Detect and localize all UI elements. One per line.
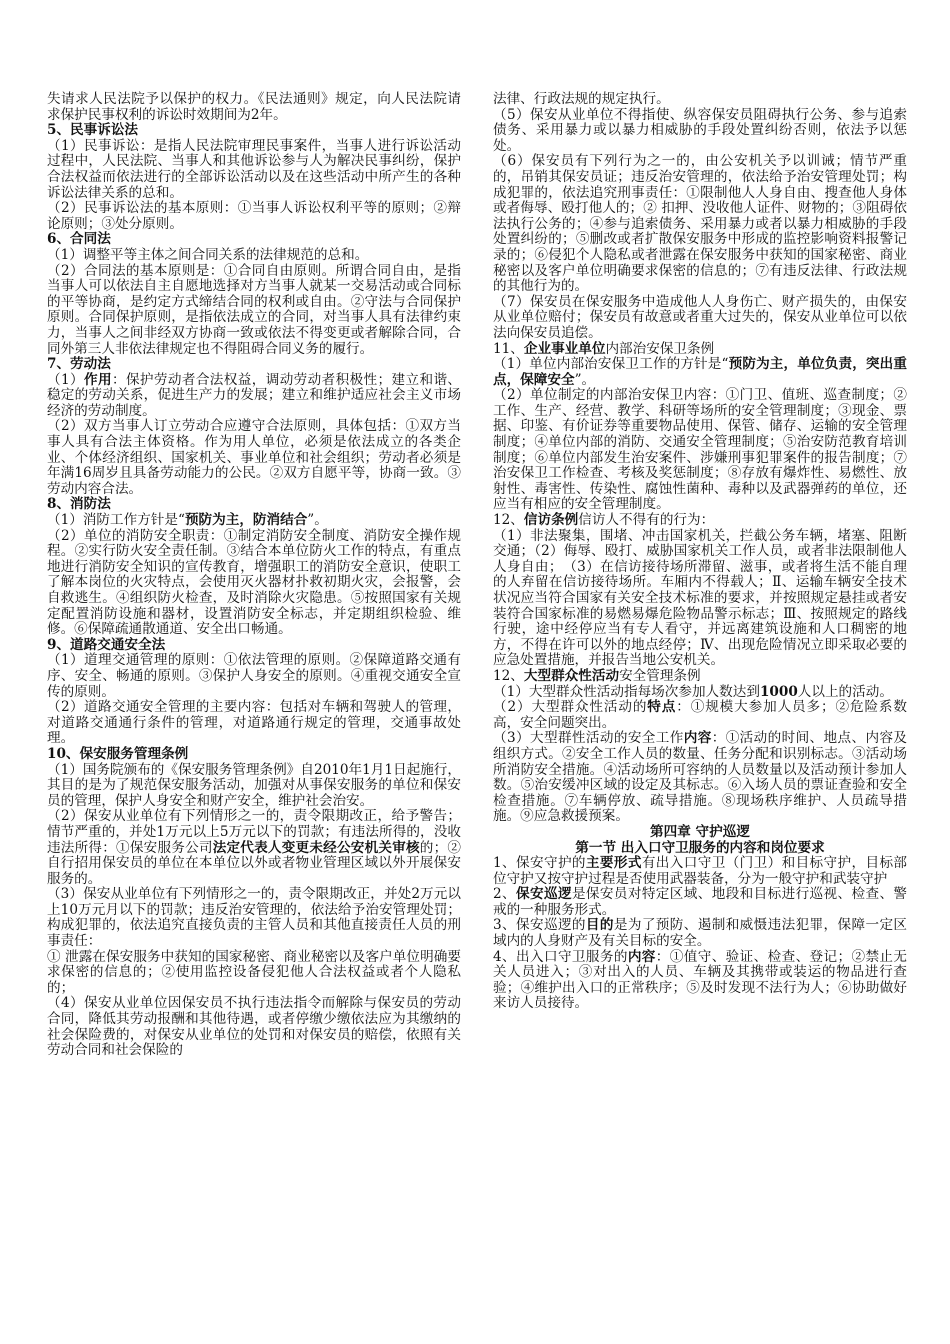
text-run: （1）大型群众性活动指每场次参加人数达到 xyxy=(493,683,760,700)
paragraph: （7）保安员在保安服务中造成他人人身伤亡、财产损失的，由保安从业单位赔付；保安员有故意或者重大过失的，保安从业单位可以依法向保安员追偿。 xyxy=(493,293,907,341)
text-run: 是为了预防、遏制和威慑违法犯罪，保障一定区域内的人身财产及有关目标的安全。 xyxy=(493,917,908,950)
bold-text: 保安巡逻 xyxy=(516,886,572,903)
left-column xyxy=(47,92,461,1059)
chapter-heading: 第四章 守护巡逻 xyxy=(650,823,750,840)
paragraph xyxy=(493,887,907,918)
paragraph xyxy=(493,513,907,529)
paragraph xyxy=(493,950,907,1012)
paragraph xyxy=(493,357,907,388)
bold-text: 内容 xyxy=(627,948,656,965)
text-run: 1、保安守护的 xyxy=(493,855,586,872)
bold-text: 信访条例 xyxy=(523,512,579,529)
paragraph xyxy=(493,918,907,949)
text-run: ：①活动的时间、地点、内容及组织方式。②安全工作人员的数量、任务分配和识别标志。③活动场所消防安全措施。④活动场所可容纳的人员数量以及活动预计参加人数。⑤治安缓冲区域的设定及其标志。⑥入场人员的票证查验和安全检查措施。⑦车辆停放、疏导措施。⑧现场秩序维护、人员疏导措施。⑨应急救援预案。 xyxy=(493,730,908,825)
text-run: 2、 xyxy=(493,886,517,903)
paragraph: 法律、行政法规的规定执行。 xyxy=(493,91,670,107)
text-run: （1） xyxy=(47,371,84,388)
text-run: ：保护劳动者合法权益，调动劳动者积极性；建立和谐、稳定的劳动关系，促进生产力的发展；建立和维护适应社会主义市场经济的劳动制度。 xyxy=(47,371,462,419)
paragraph: （1）道理交通管理的原则：①依法管理的原则。②保障道路交通有序、安全、畅通的原则。③保护人身安全的原则。④重视交通安全宣传的原则。 xyxy=(47,652,461,700)
paragraph: （2）单位制定的内部治安保卫内容：①门卫、值班、巡查制度；②工作、生产、经营、教学、科研等场所的安全管理制度；③现金、票据、印鉴、有价证券等重要物品使用、保管、储存、运输的安全管理制度；④单位内部的消防、交通安全管理制度；⑤治安防范教育培训制度；⑥单位内部发生治安案件、涉嫌刑事犯罪案件的报告制度；⑦治安保卫工作检查、考核及奖惩制度；⑧存放有爆炸性、易燃性、放射性、毒害性、传染性、腐蚀性菌种、毒种以及武器弹药的单位，还应当有相应的安全管理制度。 xyxy=(493,387,907,513)
paragraph: （1）调整平等主体之间合同关系的法律规范的总和。 xyxy=(47,246,369,263)
text-run: 内部治安保卫条例 xyxy=(605,340,715,357)
bold-text: 企业事业单位 xyxy=(523,340,606,357)
text-run: 4、出入口守卫服务的 xyxy=(493,948,628,965)
bold-text: 预防为主，防消结合 xyxy=(184,512,308,529)
text-run: 有出入口守卫（门卫）和目标守护，目标部位守护又按守护过程是否使用武器装备，分为一般守护和武装守护 xyxy=(493,855,908,887)
paragraph: （2）双方当事人订立劳动合应遵守合法原则，具体包括：①双方当事人具有合法主体资格。作为用人单位，必须是依法成立的各类企业、个体经济组织、国家机关、事业单位和社会组织；劳动者必须是年满16周岁且具备劳动能力的公民。②双方自愿平等，协商一致。③劳动内容合法。 xyxy=(47,418,461,497)
section-heading: 6、合同法 xyxy=(47,231,111,248)
text-run: （1）单位内部治安保卫工作的方针是“ xyxy=(493,356,729,373)
paragraph: （1）民事诉讼：是指人民法院审理民事案件，当事人进行诉讼活动过程中，人民法院、当事人和其他诉讼参与人为解决民事纠纷，保护合法权益而依法进行的全部诉讼活动以及在这些活动中所产生的各种诉讼法律关系的总和。 xyxy=(47,137,461,201)
bold-text: 内容 xyxy=(683,730,712,747)
text-run: 的；②自行招用保安员的单位在本单位以外或者物业管理区域以外开展保安服务的。 xyxy=(47,839,462,887)
bold-text: 预防为主，单位负责，突出重点，保障安全 xyxy=(493,356,907,388)
paragraph xyxy=(47,513,461,529)
text-run: ：①规模大参加人员多；②危险系数高，安全问题突出。 xyxy=(493,699,907,731)
section-heading: 9、道路交通安全法 xyxy=(47,636,166,653)
paragraph: （2）单位的消防安全职责：①制定消防安全制度、消防安全操作规程。②实行防火安全责任制。③结合本单位防火工作的特点，有重点地进行消防安全知识的宣传教育，增强职工的消防安全意识，使职工了解本岗位的火灾特点，会使用灭火器材扑救初期火灾，会报警，会自救逃生。④组织防火检查，及时消除火灾隐患。⑤按照国家有关规定配置消防设施和器材，设置消防安全标志，并定期组织检验、维修。⑥保障疏通散通道、安全出口畅通。 xyxy=(47,527,461,638)
paragraph xyxy=(493,342,907,358)
bold-text: 大型群众性活动 xyxy=(523,667,620,684)
text-run: 是保安员对特定区域、地段和目标进行巡视、检查、警戒的一种服务形式。 xyxy=(493,886,908,918)
text-run: （2）保安从业单位有下列情形之一的，责令限期改正，给予警告；情节严重的，并处1万元以上5万元以下的罚款；有违法所得的，没收违法所得：①保安服务公司 xyxy=(47,808,461,856)
text-run: ”。 xyxy=(307,512,328,529)
bold-text: 目的 xyxy=(585,917,614,934)
paragraph xyxy=(493,856,907,887)
paragraph: （1）国务院颁布的《保安服务管理条例》自2010年1月1日起施行，其目的是为了规范保安服务活动，加强对从事保安服务的单位和保安员的管理，保护人身安全和财产安全，维护社会治安。 xyxy=(47,761,461,809)
paragraph: （5）保安从业单位不得指使、纵容保安员阻碍执行公务、参与追索债务、采用暴力或以暴力相威胁的手段处置纠纷否则，依法予以惩处。 xyxy=(493,106,907,154)
text-run: 安全管理条例 xyxy=(619,667,701,684)
paragraph: （3）保安从业单位有下列情形之一的，责令限期改正，并处2万元以上10万元月以下的罚款；违反治安管理的，依法给予治安管理处罚；构成犯罪的，依法追究直接负责的主管人员和其他直接责任人员的刑事责任： xyxy=(47,886,461,950)
text-run: 11、 xyxy=(493,340,524,357)
paragraph: （1）非法聚集，围堵、冲击国家机关，拦截公务车辆，堵塞、阻断交通；（2）侮辱、殴打、威胁国家机关工作人员，或者非法限制他人人身自由； （3）在信访接待场所滞留、滋事，或者将生活不能自理的人弃留在信访接待场所。车厢内不得载人；Ⅱ、运输车辆安全技术状况应当符合国家有关安全技术标准的要求，并按照规定悬挂或者安装符合国家标准的易燃易爆危险物品警示标志；Ⅲ、按照规定的路线行驶，途中经停应当有专人看守，并远离建筑设施和人口稠密的地方，不得在许可以外的地点经停；Ⅳ、出现危险情况立即采取必要的应急处置措施，并报告当地公安机关。 xyxy=(493,527,907,669)
paragraph xyxy=(493,731,907,825)
text-run: 3、保安巡逻的 xyxy=(493,917,586,934)
paragraph: （2）道路交通安全管理的主要内容：包括对车辆和驾驶人的管理，对道路交通通行条件的管理，对道路通行规定的管理，交通事故处理。 xyxy=(47,699,461,747)
section-heading: 10、保安服务管理条例 xyxy=(47,745,189,762)
bold-text: 主要形式 xyxy=(585,855,642,872)
paragraph: ① 泄露在保安服务中获知的国家秘密、商业秘密以及客户单位明确要求保密的信息的；②使用监控设备侵犯他人合法权益或者个人隐私的； xyxy=(47,948,461,996)
section-heading: 5、民事诉讼法 xyxy=(47,122,139,139)
right-column xyxy=(493,92,907,1012)
paragraph: （2）民事诉讼法的基本原则：①当事人诉讼权利平等的原则；②辩论原则；③处分原则。 xyxy=(47,200,461,232)
paragraph xyxy=(493,669,907,685)
chapter-heading: 第一节 出入口守卫服务的内容和岗位要求 xyxy=(575,839,825,856)
section-heading: 8、消防法 xyxy=(47,496,111,513)
text-run: 12、 xyxy=(493,512,524,529)
text-run: （1）消防工作方针是“ xyxy=(47,512,185,529)
paragraph xyxy=(47,809,461,887)
text-run: （2）大型群众性活动的 xyxy=(493,699,648,716)
paragraph: （2）合同法的基本原则是：①合同自由原则。所谓合同自由，是指当事人可以依法自主自愿地选择对方当事人就某一交易活动或合同标的平等协商，是约定方式缔结合同的权利或自由。②守法与合同保护原则。合同保护原则，是指依法成立的合同，对当事人具有法律约束力，当事人之间非经双方协商一致或依法不得变更或者解除合同，合同外第三人非依法律规定也不得阻碍合同义务的履行。 xyxy=(47,262,461,357)
bold-text: 1000 xyxy=(759,683,798,700)
text-run: （3）大型群性活动的安全工作 xyxy=(493,730,684,747)
paragraph xyxy=(493,700,907,731)
paragraph: （6）保安员有下列行为之一的，由公安机关予以训诫；情节严重的，吊销其保安员证；违反治安管理的，依法给予治安管理处罚；构成犯罪的，依法追究刑事责任：①限制他人人身自由、搜查他人身体或者侮辱、殴打他人的；② 扣押、没收他人证件、财物的；③阻碍依法执行公务的；④参与追索债务、采用暴力或者以暴力相威胁的手段处置纠纷的；⑤删改或者扩散保安服务中形成的监控影响资料报警记录的；⑥侵犯个人隐私或者泄露在保安服务中获知的国家秘密、商业秘密以及客户单位明确要求保密的信息的；⑦有违反法律、行政法规的其他行为的。 xyxy=(493,153,907,295)
bold-text: 特点 xyxy=(647,699,677,716)
bold-text: 作用 xyxy=(84,371,112,388)
text-run: ：①值守、验证、检查、登记；②禁止无关人员进入；③对出入的人员、车辆及其携带或装运的物品进行查验；④维护出入口的正常秩序；⑤及时发现不法行为人；⑥协助做好来访人员接待。 xyxy=(493,948,908,1012)
text-run: 12、 xyxy=(493,667,524,684)
paragraph: 失请求人民法院予以保护的权力。《民法通则》规定，向人民法院请求保护民事权利的诉讼时效期间为2年。 xyxy=(47,91,461,123)
paragraph xyxy=(47,373,461,420)
paragraph xyxy=(493,685,907,701)
text-run: ”。 xyxy=(574,371,596,388)
paragraph: （4）保安从业单位因保安员不执行违法指令而解除与保安员的劳动合同，降低其劳动报酬和其他待遇，或者停缴少缴依法应为其缴纳的社会保险费的，对保安从业单位的处罚和对保安员的赔偿，依照有关劳动合同和社会保险的 xyxy=(47,995,461,1059)
bold-text: 法定代表人变更未经公安机关审核 xyxy=(212,839,420,856)
text-run: 人以上的活动。 xyxy=(797,683,893,700)
text-run: 信访人不得有的行为： xyxy=(578,512,715,529)
section-heading: 7、劳动法 xyxy=(47,356,111,373)
